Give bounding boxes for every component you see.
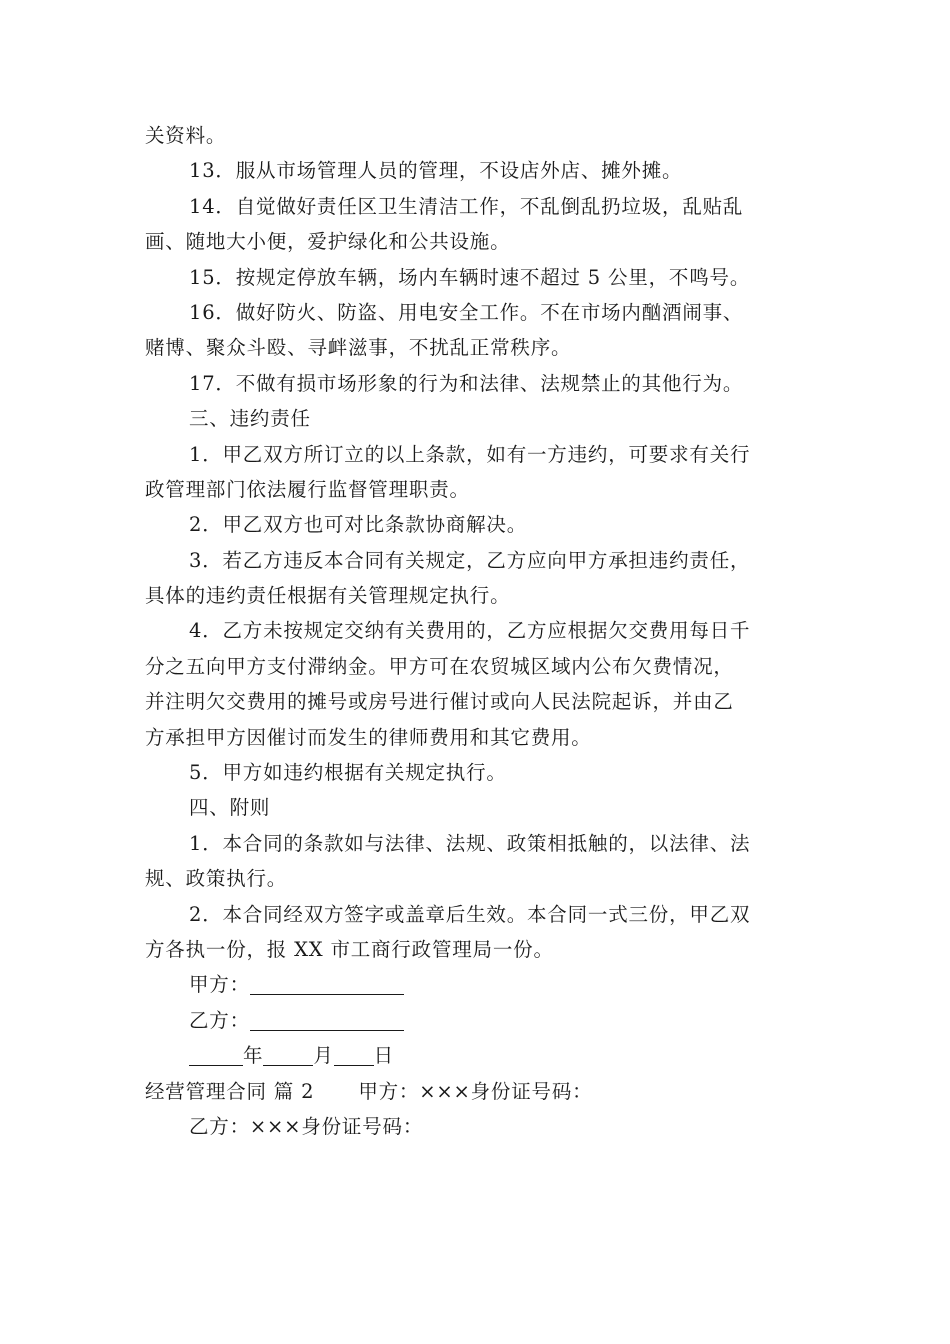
section-heading: 四、附则 (189, 796, 271, 820)
section2-title: 经营管理合同 篇 2 (145, 1079, 315, 1103)
paragraph-line: 赌博、聚众斗殴、寻衅滋事，不扰乱正常秩序。 (145, 336, 572, 360)
paragraph-line: 2．甲乙双方也可对比条款协商解决。 (189, 513, 528, 537)
month-label: 月 (313, 1044, 334, 1068)
paragraph-line: 具体的违约责任根据有关管理规定执行。 (145, 584, 511, 608)
year-label: 年 (243, 1044, 264, 1068)
section2-header-line (145, 1074, 810, 1109)
day-blank[interactable] (334, 1043, 374, 1066)
paragraph-line: 1．本合同的条款如与法律、法规、政策相抵触的，以法律、法 (189, 831, 751, 855)
party-b-signature-blank[interactable] (250, 1008, 404, 1031)
paragraph-line: 2．本合同经双方签字或盖章后生效。本合同一式三份，甲乙双 (189, 902, 751, 926)
section2-party-b: 乙方：×××身份证号码： (189, 1114, 424, 1138)
paragraph-line: 14．自觉做好责任区卫生清洁工作，不乱倒乱扔垃圾，乱贴乱 (189, 194, 744, 218)
party-a-signature-line (145, 967, 810, 1002)
paragraph-line: 15．按规定停放车辆，场内车辆时速不超过 5 公里，不鸣号。 (189, 265, 751, 289)
party-a-signature-blank[interactable] (250, 972, 404, 995)
paragraph-line: 政管理部门依法履行监督管理职责。 (145, 477, 470, 501)
year-blank[interactable] (189, 1043, 243, 1066)
paragraph-line: 17．不做有损市场形象的行为和法律、法规禁止的其他行为。 (189, 371, 744, 395)
paragraph-line: 方承担甲方因催讨而发生的律师费用和其它费用。 (145, 725, 592, 749)
month-blank[interactable] (263, 1043, 313, 1066)
party-b-signature-line (145, 1003, 810, 1038)
paragraph-line: 规、政策执行。 (145, 867, 288, 891)
section-heading: 三、违约责任 (189, 407, 311, 431)
party-b-label: 乙方： (189, 1008, 250, 1032)
paragraph-line: 并注明欠交费用的摊号或房号进行催讨或向人民法院起诉，并由乙 (145, 690, 734, 714)
day-label: 日 (373, 1044, 394, 1068)
paragraph-line: 1．甲乙双方所订立的以上条款，如有一方违约，可要求有关行 (189, 442, 751, 466)
document-page (145, 118, 810, 1144)
paragraph-line: 13．服从市场管理人员的管理，不设店外店、摊外摊。 (189, 159, 683, 183)
paragraph-line: 画、随地大小便，爱护绿化和公共设施。 (145, 230, 511, 254)
paragraph-line: 5．甲方如违约根据有关规定执行。 (189, 761, 507, 785)
paragraph-line: 分之五向甲方支付滞纳金。甲方可在农贸城区域内公布欠费情况， (145, 654, 734, 678)
section2-party-a: 甲方：×××身份证号码： (358, 1079, 593, 1103)
paragraph-line: 方各执一份，报 XX 市工商行政管理局一份。 (145, 937, 554, 961)
paragraph-line: 关资料。 (145, 124, 227, 147)
paragraph-line: 4．乙方未按规定交纳有关费用的，乙方应根据欠交费用每日千 (189, 619, 751, 643)
date-line (145, 1038, 810, 1073)
party-a-label: 甲方： (189, 973, 250, 997)
paragraph-line: 3．若乙方违反本合同有关规定，乙方应向甲方承担违约责任， (189, 548, 751, 572)
paragraph-line: 16．做好防火、防盗、用电安全工作。不在市场内酗酒闹事、 (189, 300, 744, 324)
